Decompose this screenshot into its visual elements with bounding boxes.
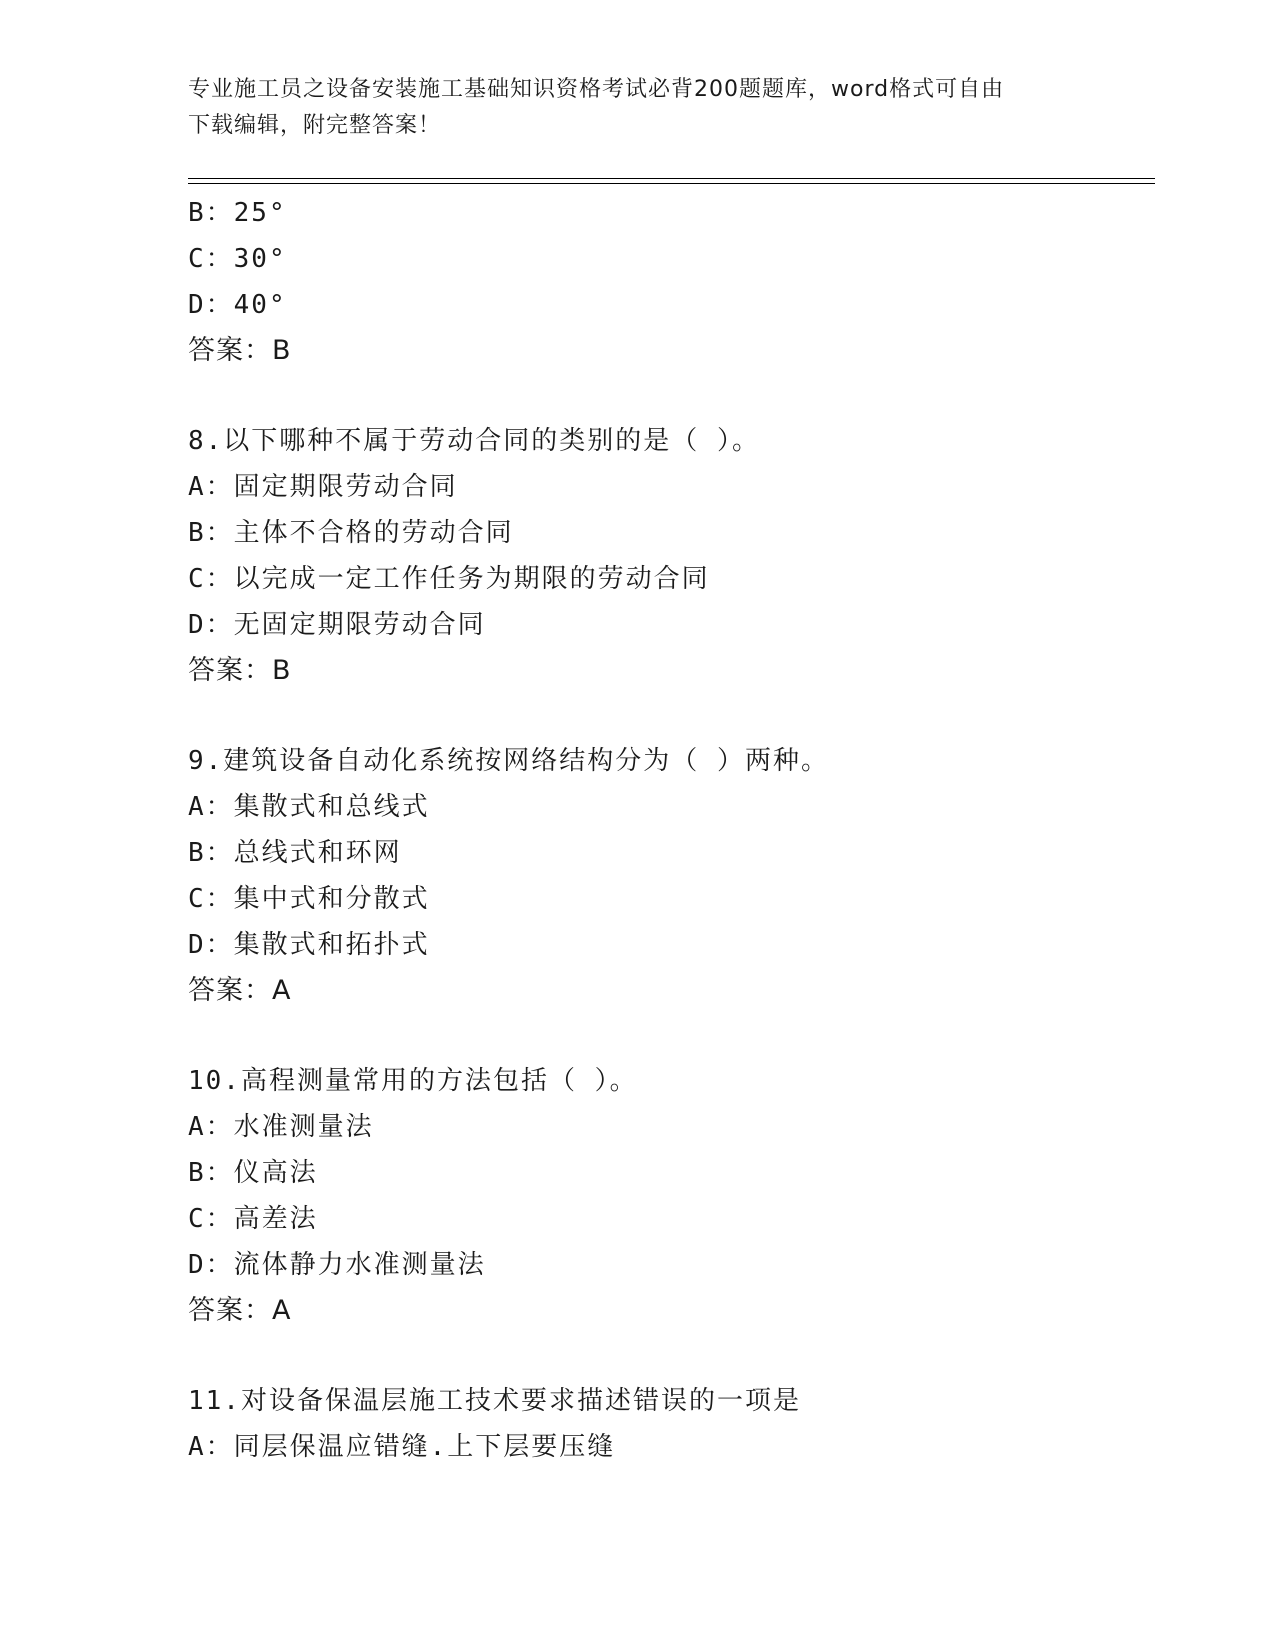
question-stem: 9.建筑设备自动化系统按网络结构分为（ ）两种。 [188, 746, 829, 776]
option-c: C：高差法 [188, 1204, 318, 1234]
option-d: D：40° [188, 290, 287, 320]
spacer [188, 694, 1148, 738]
option-a: A：集散式和总线式 [188, 792, 430, 822]
spacer [188, 374, 1148, 418]
option-a: A：水准测量法 [188, 1112, 374, 1142]
option-b: B：主体不合格的劳动合同 [188, 518, 514, 548]
option-b: B：总线式和环网 [188, 838, 402, 868]
answer-line: 答案：B [188, 335, 292, 366]
header-divider-bottom [188, 183, 1155, 184]
question-9 [188, 738, 1148, 1014]
question-stem: 11.对设备保温层施工技术要求描述错误的一项是 [188, 1386, 801, 1416]
option-d: D：无固定期限劳动合同 [188, 610, 486, 640]
spacer [188, 1334, 1148, 1378]
answer-line: 答案：A [188, 1295, 292, 1326]
question-stem: 8.以下哪种不属于劳动合同的类别的是（ ）。 [188, 426, 760, 456]
option-b: B：25° [188, 198, 287, 228]
option-a: A：同层保温应错缝.上下层要压缝 [188, 1432, 616, 1462]
option-d: D：流体静力水准测量法 [188, 1250, 486, 1280]
question-10 [188, 1058, 1148, 1334]
question-11 [188, 1378, 1148, 1470]
question-8 [188, 418, 1148, 694]
option-c: C：集中式和分散式 [188, 884, 430, 914]
spacer [188, 1014, 1148, 1058]
header-divider-top [188, 178, 1155, 179]
option-c: C：以完成一定工作任务为期限的劳动合同 [188, 564, 710, 594]
option-b: B：仪高法 [188, 1158, 318, 1188]
option-d: D：集散式和拓扑式 [188, 930, 430, 960]
question-stem: 10.高程测量常用的方法包括（ ）。 [188, 1066, 638, 1096]
question-list [188, 190, 1148, 1470]
document-header [188, 72, 1078, 144]
header-title-line-1: 专业施工员之设备安装施工基础知识资格考试必背200题题库，word格式可自由 [188, 77, 1005, 102]
answer-line: 答案：B [188, 655, 292, 686]
option-a: A：固定期限劳动合同 [188, 472, 458, 502]
question-7-partial [188, 190, 1148, 374]
answer-line: 答案：A [188, 975, 292, 1006]
option-c: C：30° [188, 244, 287, 274]
header-title-line-2: 下载编辑，附完整答案！ [188, 113, 442, 138]
